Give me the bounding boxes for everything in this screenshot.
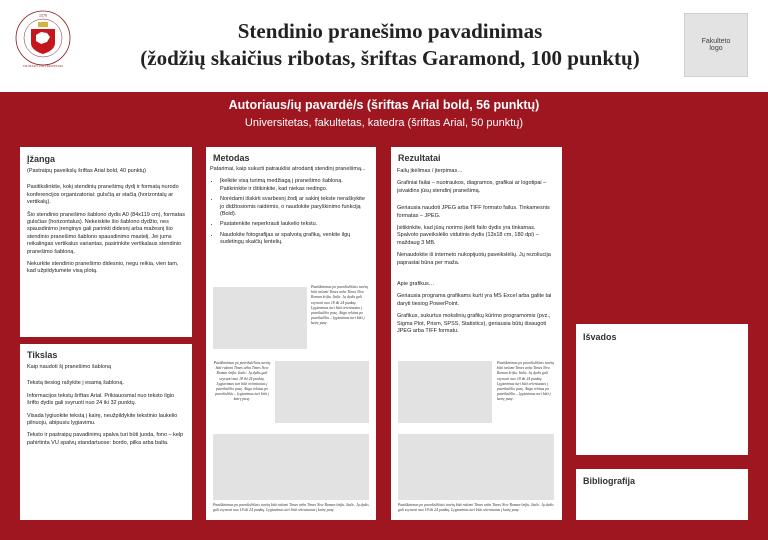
aim-para: Visada lygiuokite tekstą į kairę, neužpildykite tekstinio laukelio pilnuoju, abipusiu lygiavimu. <box>27 412 178 427</box>
intro-para: (Pastraipų paveikslų šriftas Arial bold, 40 punktų) <box>27 168 146 174</box>
methods-image-placeholder <box>275 361 369 423</box>
methods-intro: Patarimai, kaip sukurti patrauklisi atrodantį stendinį pranešimą... <box>210 166 366 172</box>
methods-caption: Paaiškinimas po paveikslėliais turėtų būti rašomi Times arba Times New Roman šriftu. Italic. Jų dydis gali svyruoti nuo 18 iki 24 punktų. Lygiavimas turi būti orientuotas į kairę pusę. <box>213 503 369 513</box>
authors-line: Autoriaus/ių pavardė/s (šriftas Arial bold, 56 punktų) <box>228 98 540 112</box>
results-para: Nenaudokite iš interneto nukopijuotų paveikslėlių. Jų rezoliucija paprastai būna per maža. <box>397 252 551 266</box>
aim-panel <box>20 344 192 520</box>
results-para: Įsitikinkite, kad jūsų norimo įkelti failo dydis yra tinkamas. Spalvoto paveikslėlio vidutinis dydis (13x18 cm, 180 dpi) – maždaug 3 MB. <box>397 225 539 246</box>
aim-para: Tekstą tiesiog rašykite į esamą šabloną. <box>27 380 124 387</box>
methods-text <box>210 166 370 250</box>
header-band <box>0 0 768 92</box>
title-line-2: (žodžių skaičius ribotas, šriftas Garamond, 100 punktų) <box>140 46 640 70</box>
title-line-1: Stendinio pranešimo pavadinimas <box>237 19 543 43</box>
crest-year: 1579 <box>39 13 47 18</box>
results-caption: Paaiškinimas po paveikslėliais turėtų būti rašomi Times arba Times New Roman šriftu. Italic. Jų dydis gali svyruoti nuo 18 iki 24 punktų. Lygiavimas turi būti orientuotas į kairę pusę. <box>398 503 554 513</box>
methods-bullet-list <box>210 178 370 246</box>
results-para: Failų įkėlimas / įterpimas… <box>397 168 463 174</box>
methods-caption: Paaiškinimas po paveikslėliais turėtų būti rašomi Times arba Times New Roman šriftu. Italic. Jų dydis gali svyruoti nuo 18 iki 24 punktų. Lygiavimas turi būti orientuotas į paveikslėlio pusę. Atigu rekitas po paveikslėliu – lygiavimas turi būti į kairę pusę. <box>213 361 271 402</box>
results-para: Apie grafikus… <box>397 281 435 288</box>
results-text <box>397 168 557 341</box>
results-para: Grafiniai failai – nuotraukos, diagramos, grafikai ar logotipai – įsivaidins jūsų stendinį pranešimą. <box>397 180 547 194</box>
results-para: Grafikus, sukurtus mokslinių grafikų kūrimo programomis (pvz., Sigma Plot, Prism, SPSS, Statistics), geriausia būtų išsaugoti JPEG arba TIFF formatu. <box>397 313 551 335</box>
intro-para: Šio stendinio pranešimo šablono dydis A0 (84x119 cm), formatas gulsčias (horizontalus). Nekeiskite šio šablono dydžio, nes spausdinimo įrenginys gali parinkti didesnį arba mažesnį šio stendinio pranešimo šablono spausdinimo mastelį. Jei jums reikalingas vertikalus variantas, pasirinkite vertikalaus stendinio pranešimo šabloną. <box>27 211 185 255</box>
results-image-placeholder <box>398 361 492 423</box>
bibliography-panel <box>576 469 748 520</box>
faculty-logo-line-2: logo <box>709 45 723 52</box>
results-panel <box>391 147 562 520</box>
affiliation-line: Universitetas, fakultetas, katedra (šriftas Arial, 50 punktų) <box>244 117 524 129</box>
intro-panel <box>20 147 192 337</box>
methods-bullet: • Pastatenkite neperkrauti laukelio tekstu. <box>220 221 370 228</box>
intro-heading: Įžanga <box>27 154 56 164</box>
intro-para: Nekurkite stendinio pranešimo didesnio, negu reikia, vien tam, kad užpildytumėte visą plotą. <box>27 261 179 275</box>
results-caption: Paaiškinimas po paveikslėliais turėtų būti rašomi Times arba Times New Roman šriftu. Italic. Jų dydis gali svyruoti nuo 18 iki 24 punktų. Lygiavimas turi būti orientuotas į paveikslėlio pusę. Atigu rekitas po paveikslėliu – lygiavimas turi būti į kairę pusę. <box>497 361 554 402</box>
aim-para: Informacijos tekstų šriftas Arial. Prikiauosmal nuo teksto ilgio šrifto dydis gali svyruoti nuo 24 iki 32 punktų. <box>27 392 175 407</box>
results-para: Geriausia programa grafikams kurti yra MS Excel arba galite tai daryti tiesiog PowerPoint. <box>397 293 552 307</box>
intro-para: Pasitikslinkite, kokį stendinių pranešimų dydį ir formatą nurodo konferencijos organizatoriai: gulsčią ar stačią (horizontalų ar vertikalų). <box>27 184 179 206</box>
conclusions-heading: Išvados <box>583 332 617 342</box>
aim-para: Kaip naudoti šį pranešimo šabloną <box>27 364 112 370</box>
faculty-logo-placeholder <box>684 13 748 77</box>
results-image-placeholder <box>398 434 554 500</box>
methods-panel <box>206 147 376 520</box>
methods-bullet: • Įkelkite visą turimą medžiagą į pranešimo šabloną. Patikrinkite ir ištikinkite, kad niekas nedingo. <box>220 178 370 193</box>
results-heading: Rezultatai <box>398 153 441 163</box>
university-crest-logo <box>14 8 72 70</box>
conclusions-panel <box>576 324 748 455</box>
intro-text <box>27 168 187 281</box>
aim-text <box>27 364 187 452</box>
methods-bullet: • Naudokite fotografijas ar spalvotą grafiką, venkite ilgų sudėtingų skaičių lentelių. <box>220 232 370 247</box>
methods-bullet: • Norėdami išskirti svarbesnį žodį ar sakinį tekste neraškykite jo didžiosiomis raidėmis, o naudokite paryškinimo funkciją (Bold). <box>220 196 370 218</box>
poster-title <box>110 18 670 72</box>
methods-caption: Paaiškinimas po paveikslėliais turėtų būti rašomi Times arba Times New Roman šriftu. Italic. Jų dydis gali svyruoti nuo 18 iki 24 punktų. Lygiavimas turi būti orientuotas į paveikslėlio pusę. Atigu rekitas po paveikslėliu – lygiavimas turi būti į kairę pusę. <box>311 285 368 326</box>
crest-text: VILNIAUS UNIVERSITETAS <box>22 64 64 68</box>
aim-para: Teksto ir pastraipų pavadinimų spalva turi būti juoda, fono – kelp pahirtinta VU spalvų standartuose: bordo, pilka arba balta. <box>27 432 184 446</box>
methods-image-placeholder <box>213 434 369 500</box>
methods-image-placeholder <box>213 287 307 349</box>
bibliography-heading: Bibliografija <box>583 476 636 486</box>
faculty-logo-line-1: Fakulteto <box>701 38 731 45</box>
methods-heading: Metodas <box>213 153 250 163</box>
aim-heading: Tikslas <box>27 350 58 360</box>
results-para: Geriausia naudoti JPEG arba TIFF formato failus. Tinkamesnis formatas – JPEG. <box>397 205 550 219</box>
